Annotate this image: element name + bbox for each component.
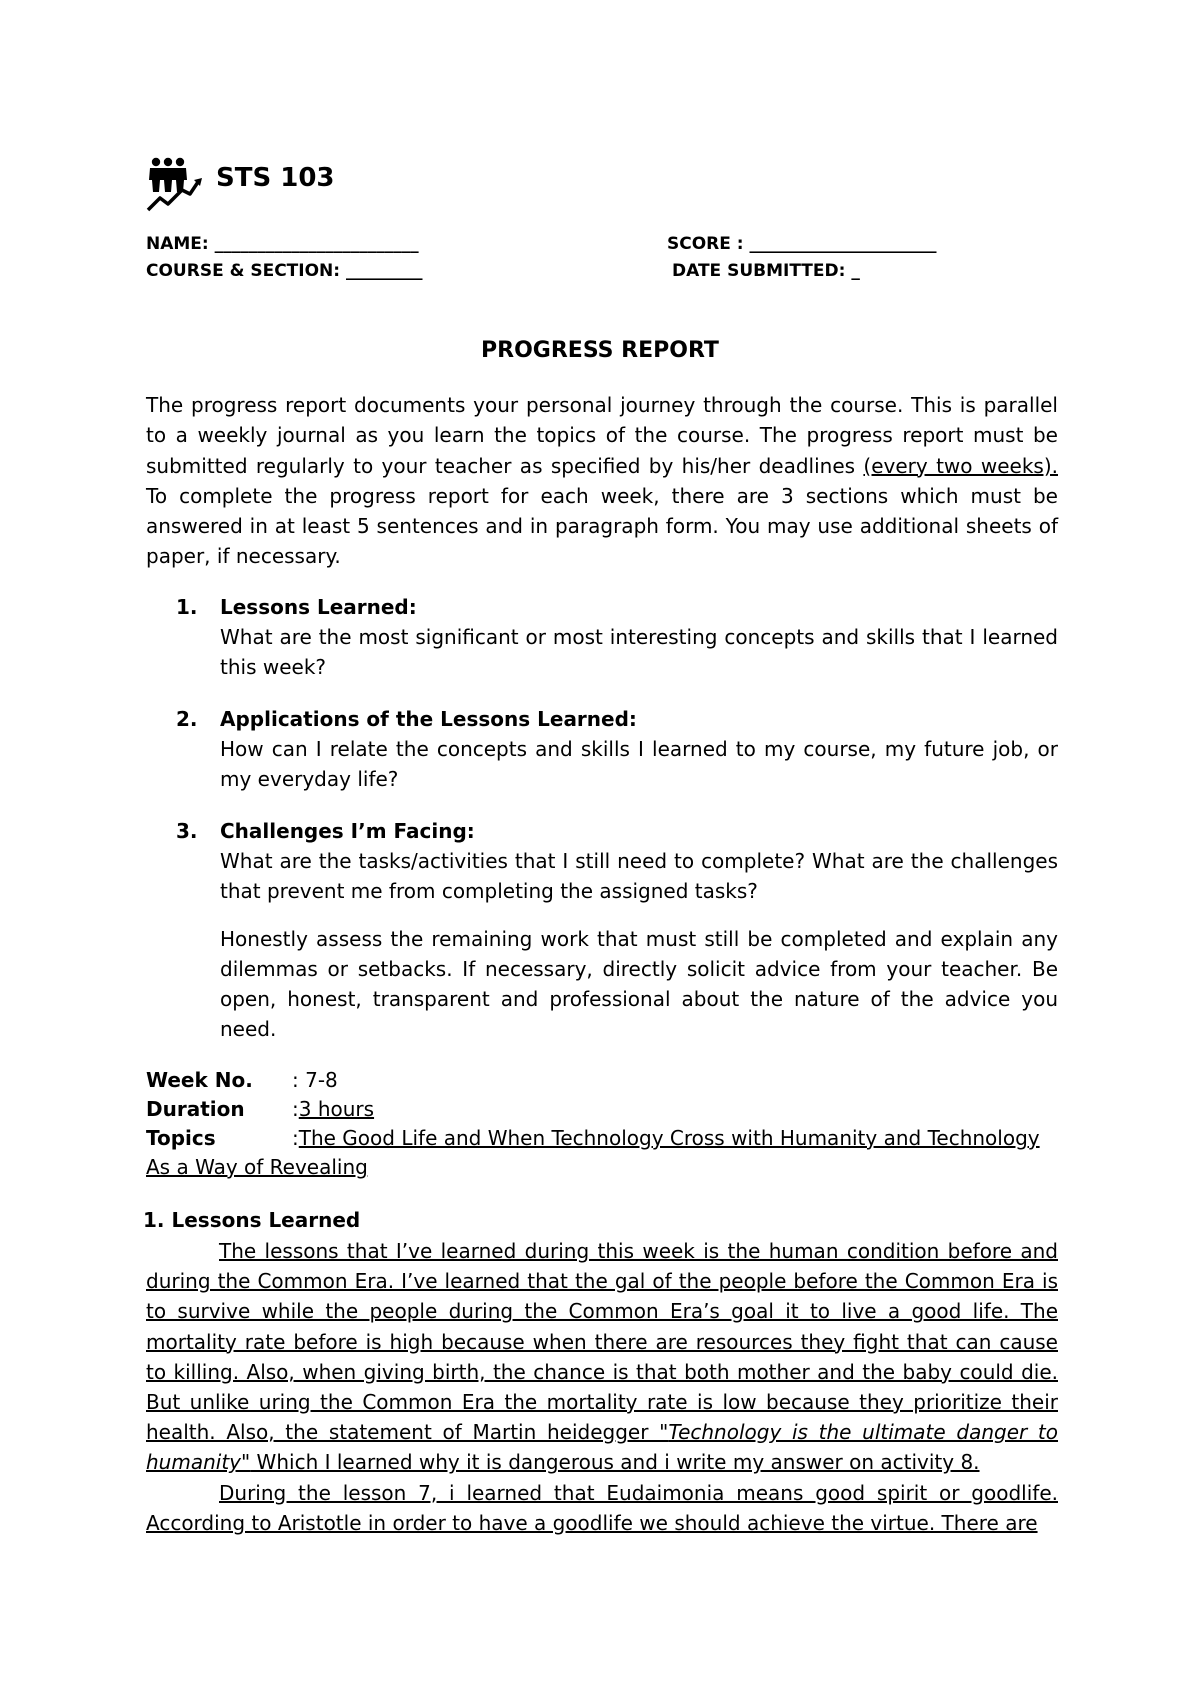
answer-body [146,1236,1058,1538]
duration-label: Duration [146,1097,245,1121]
list-text: How can I relate the concepts and skills I learned to my course, my future job, or my everyday life? [220,737,1058,791]
list-heading: Challenges I’m Facing: [220,819,475,843]
list-item [176,816,1058,906]
week-label: Week No. [146,1068,253,1092]
week-value: : 7-8 [292,1068,338,1092]
topics-row [146,1124,1058,1153]
answer-heading: 1. Lessons Learned [143,1208,361,1232]
heidegger-quote: Technology is the ultimate danger to humanity" [146,1420,1059,1475]
name-field[interactable]: NAME: ________________________ [146,234,419,254]
topics-colon: : [292,1126,299,1150]
topics-value-line1: The Good Life and When Technology Cross with Humanity and Technology [298,1126,1040,1150]
list-number: 2. [176,707,198,731]
intro-text-before: The progress report documents your personal journey through the course. This is parallel to a weekly journal as you learn the topics of the course. The progress report must be submitted regularly to your teacher as specified by his/her deadlines [146,393,1058,478]
duration-colon: : [292,1097,299,1121]
list-text: What are the tasks/activities that I still need to complete? What are the challenges that prevent me from completing the assigned tasks? [220,849,1058,903]
list-item [176,592,1058,682]
page-title: PROGRESS REPORT [481,338,719,363]
course-code: STS 103 [216,163,335,193]
intro-deadline: (every two weeks). [863,453,1058,478]
topics-row-continued [146,1153,1058,1182]
people-growth-icon [146,156,204,214]
advice-paragraph: Honestly assess the remaining work that must still be completed and explain any dilemmas or setbacks. If necessary, directly solicit advice from your teacher. Be open, honest, transparent and professional about the nature of the advice you need. [220,927,1058,1041]
topics-label: Topics [146,1126,216,1150]
course-section-field[interactable]: COURSE & SECTION: _________ [146,261,423,281]
header [146,150,335,220]
list-text: What are the most significant or most interesting concepts and skills that I learned this week? [220,625,1058,679]
duration-value: 3 hours [298,1097,375,1121]
sections-list [176,592,1058,928]
list-item [176,704,1058,794]
answer-paragraph: During the lesson 7, i learned that Eudaimonia means good spirit or goodlife. According to Aristotle in order to have a goodlife we should achieve the virtue. There are [146,1480,1058,1535]
answer-paragraph: The lessons that I’ve learned during this week is the human condition before and during the Common Era. I’ve learned that the gal of the people before the Common Era is to survive while the people during the Common Era’s goal it to live a good life. The mortality rate before is high because when there are resources they fight that can cause to killing. Also, when giving birth, the chance is that both mother and the baby could die. But unlike uring the Common Era the mortality rate is low because they prioritize their health. Also, the statement of Martin heidegger "Technology is the ultimate danger to humanity" Which I learned why it is dangerous and i write my answer on activity 8. [146,1239,1059,1475]
date-submitted-field[interactable]: DATE SUBMITTED: _ [672,261,860,281]
list-number: 3. [176,819,198,843]
topics-value-line2: As a Way of Revealing [146,1155,368,1179]
week-row [146,1066,1058,1095]
score-field[interactable]: SCORE : ______________________ [667,234,937,254]
intro-paragraph [146,390,1058,572]
duration-row [146,1095,1058,1124]
report-meta [146,1066,1058,1182]
list-heading: Applications of the Lessons Learned: [220,707,637,731]
list-number: 1. [176,595,198,619]
list-heading: Lessons Learned: [220,595,417,619]
intro-text-after: To complete the progress report for each week, there are 3 sections which must be answered in at least 5 sentences and in paragraph form. You may use additional sheets of paper, if necessary. [146,483,1058,569]
